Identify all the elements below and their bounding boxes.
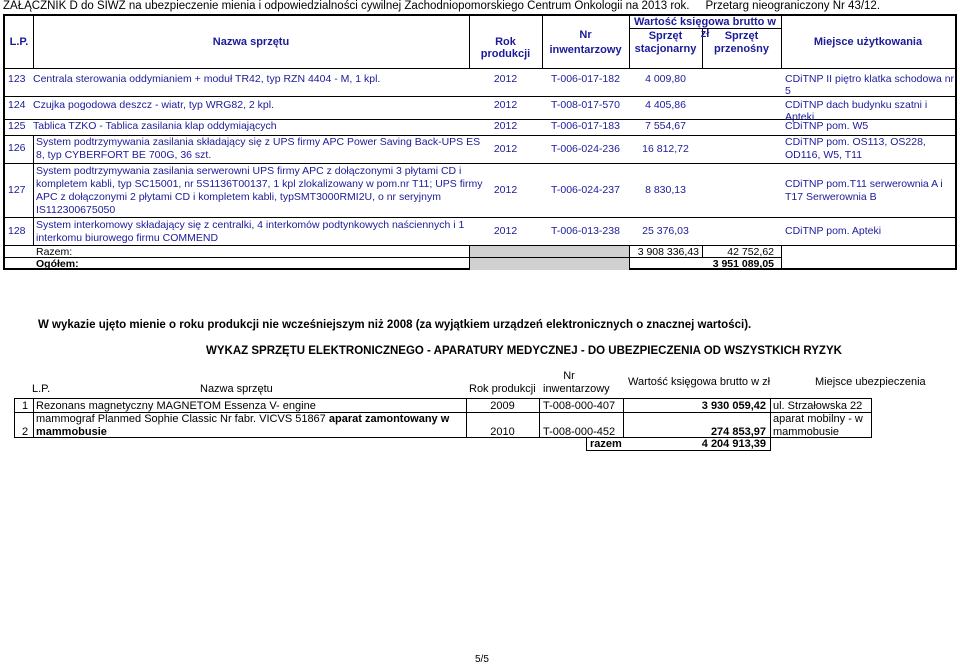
page-number: 5/5 — [475, 654, 489, 665]
row-name-line-2: 8, typ CYBERFORT BE 700G, 36 szt. — [36, 149, 212, 161]
row-place-line-1: CDiTNP pom.T11 serwerownia A i — [785, 178, 943, 190]
row-place: CDiTNP pom. Apteki — [785, 225, 882, 237]
row-place-line-2: T17 Serwerownia B — [785, 191, 877, 203]
razem-stat-value: 3 908 336,43 — [637, 246, 699, 258]
col-inv-header-2: inwentarzowy — [549, 44, 622, 56]
row-lp: 126 — [8, 142, 26, 154]
t2-col-place-header: Miejsce ubezpieczenia — [815, 376, 926, 388]
t2-row-name: Rezonans magnetyczny MAGNETOM Essenza V- engine — [36, 400, 316, 412]
totals-shading — [469, 246, 629, 270]
row-name-line-1: System podtrzymywania zasilania składający się z UPS firmy APC Power Saving Back-UPS ES — [36, 136, 481, 148]
t2-row-year: 2010 — [490, 426, 515, 438]
col-value-header: Wartość księgowa brutto w zł — [633, 16, 776, 40]
row-place-line-1: CDiTNP pom. OS113, OS228, — [785, 136, 926, 148]
row-stat-value: 16 812,72 — [642, 143, 689, 155]
col-name-header: Nazwa sprzętu — [212, 36, 290, 48]
t2-row-inv: T-008-000-407 — [543, 400, 616, 412]
col-stat-header-1: Sprzęt — [648, 30, 683, 42]
row-name-line-1: System podtrzymywania zasilania serwerowni UPS firmy APC z dołączonymi 3 płytami CD i — [36, 165, 462, 177]
col-port-header-1: Sprzęt — [724, 30, 759, 42]
row-inv: T-006-017-182 — [551, 73, 620, 85]
t2-row-lp: 2 — [22, 426, 29, 438]
row-inv: T-006-017-183 — [551, 120, 620, 132]
t2-col-inv-header-2: inwentarzowy — [543, 383, 610, 395]
t2-row-name-part: mammograf Planmed Sophie Classic Nr fabr. VICVS 51867 — [36, 413, 326, 425]
row-year: 2012 — [493, 184, 518, 196]
t2-col-inv-header-1: Nr — [563, 370, 575, 382]
t2-total-value: 4 204 913,39 — [701, 438, 766, 450]
row-name: Tablica TZKO - Tablica zasilania klap oddymiających — [33, 120, 277, 132]
row-lp: 127 — [8, 184, 26, 196]
razem-label: Razem: — [36, 246, 73, 258]
row-name-line-3: APC z dołączonymi 2 płytami CD i kompletem kabli, typSMT3000RMI2U, o nr seryjnym — [36, 191, 441, 203]
t2-row-value: 274 853,97 — [710, 426, 766, 438]
row-year: 2012 — [493, 120, 518, 132]
row-name-line-1: System interkomowy składający się z centralki, 4 interkomów podtynkowych naściennych i 1 — [36, 219, 465, 231]
row-year: 2012 — [493, 143, 518, 155]
t2-col-lp-header: L.P. — [32, 383, 51, 395]
t2-total-label: razem — [590, 438, 622, 450]
header-left: ZAŁĄCZNIK D do SIWZ na ubezpieczenie mienia i odpowiedzialności cywilnej Zachodniopomorskiego Centrum Onkologii na 2013 rok. — [3, 0, 690, 12]
t2-row-name-line-1 — [36, 413, 449, 425]
row-year: 2012 — [493, 99, 518, 111]
row-lp: 123 — [8, 73, 26, 85]
row-year: 2012 — [493, 225, 518, 237]
row-inv: T-006-024-237 — [551, 184, 620, 196]
row-place: CDiTNP dach budynku szatni i Apteki — [785, 99, 928, 123]
ogolem-value: 3 951 089,05 — [712, 258, 774, 270]
row-name: Centrala sterowania oddymianiem + moduł TR42, typ RZN 4404 - M, 1 kpl. — [33, 73, 381, 85]
row-inv: T-006-013-238 — [551, 225, 620, 237]
row-stat-value: 8 830,13 — [645, 184, 686, 196]
col-year-header: Rok produkcji — [480, 36, 531, 60]
t2-row-year: 2009 — [490, 400, 515, 412]
row-name-line-2: interkomu biurowego firmu COMMEND — [36, 232, 219, 244]
row-place-line-2: OD116, W5, T11 — [785, 149, 863, 161]
row-name-line-4: IS112300675050 — [36, 204, 116, 216]
document-header — [3, 0, 880, 12]
t2-col-value-header: Wartość księgowa brutto w zł — [628, 376, 771, 388]
t2-row-place-line-2: mammobusie — [773, 426, 840, 438]
row-stat-value: 4 405,86 — [645, 99, 686, 111]
t2-col-name-header: Nazwa sprzętu — [200, 383, 273, 395]
note-text: W wykazie ujęto mienie o roku produkcji nie wcześniejszym niż 2008 (za wyjątkiem urządzeń elektronicznych o znacznej wartości). — [38, 319, 752, 331]
row-lp: 125 — [8, 120, 26, 132]
t2-row-lp: 1 — [22, 400, 29, 412]
col-lp-header: L.P. — [9, 36, 29, 48]
row-stat-value: 7 554,67 — [645, 120, 686, 132]
row-inv: T-008-017-570 — [551, 99, 620, 111]
t2-row-inv: T-008-000-452 — [543, 426, 616, 438]
header-right: Przetarg nieograniczony Nr 43/12. — [705, 0, 881, 12]
row-inv: T-006-024-236 — [551, 143, 620, 155]
col-port-header-2: przenośny — [713, 43, 769, 55]
row-stat-value: 4 009,80 — [645, 73, 686, 85]
col-place-header: Miejsce użytkowania — [813, 36, 923, 48]
razem-port-value: 42 752,62 — [727, 246, 774, 258]
col-inv-header-1: Nr — [579, 29, 592, 41]
t2-row-name-bold: aparat zamontowany w — [328, 413, 450, 425]
row-name: Czujka pogodowa deszcz - wiatr, typ WRG82, 2 kpl. — [33, 99, 275, 111]
t2-row-place: ul. Strzałowska 22 — [773, 400, 863, 412]
row-stat-value: 25 376,03 — [642, 225, 689, 237]
row-place: CDiTNP pom. W5 — [785, 120, 869, 132]
t2-row-value: 3 930 059,42 — [701, 400, 766, 412]
section-title: WYKAZ SPRZĘTU ELEKTRONICZNEGO - APARATURY MEDYCZNEJ - DO UBEZPIECZENIA OD WSZYSTKICH RYZYK — [206, 345, 842, 357]
t2-row-name-line-2: mammobusie — [36, 426, 107, 438]
row-name-line-2: kompletem kabli, typ SC15001, nr 5S1136T00137, 1 kpl zlokalizowany w pom.nr T11; UPS firmy — [36, 178, 483, 190]
col-stat-header-2: stacjonarny — [634, 43, 697, 55]
ogolem-label: Ogółem: — [36, 258, 79, 270]
equipment-table — [3, 14, 957, 270]
t2-row-place-line-1: aparat mobilny - w — [773, 413, 863, 425]
row-place: CDiTNP II piętro klatka schodowa nr 5 — [785, 73, 955, 97]
row-lp: 128 — [8, 225, 26, 237]
row-year: 2012 — [493, 73, 518, 85]
row-lp: 124 — [8, 99, 26, 111]
t2-col-year-header: Rok produkcji — [469, 383, 536, 395]
